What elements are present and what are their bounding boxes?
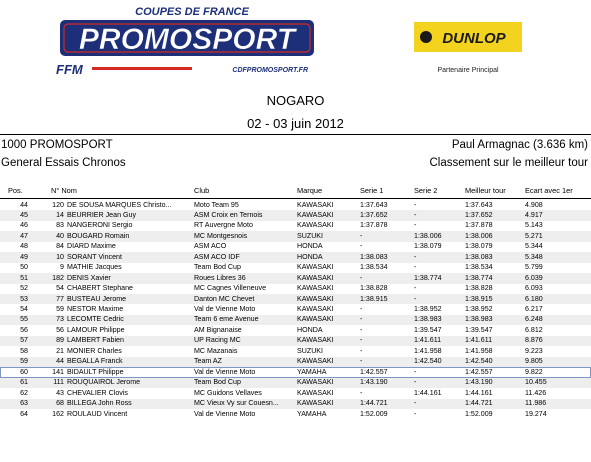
table-row <box>0 367 591 377</box>
cell-brand: KAWASAKI <box>297 294 334 303</box>
cell-club: MC Guidons Vellaves <box>194 388 262 397</box>
cell-name: LAMBERT Fabien <box>67 336 124 345</box>
cell-number: 73 <box>56 315 64 324</box>
cell-pos: 47 <box>20 231 28 240</box>
cell-serie-2: 1:38.006 <box>414 231 442 240</box>
cell-club: Danton MC Chevet <box>194 294 255 303</box>
cell-club: ASM Croix en Ternois <box>194 210 263 219</box>
cell-number: 21 <box>56 346 64 355</box>
dunlop-flying-d-icon <box>420 31 432 43</box>
category: 1000 PROMOSPORT <box>1 139 113 151</box>
cell-brand: KAWASAKI <box>297 273 334 282</box>
cell-serie-2: 1:38.774 <box>414 273 442 282</box>
cell-best-lap: 1:38.006 <box>465 231 493 240</box>
cell-brand: KAWASAKI <box>297 200 334 209</box>
cell-name: LECOMTE Cedric <box>67 315 124 324</box>
cell-gap: 11.426 <box>525 388 547 397</box>
cell-serie-2: 1:42.540 <box>414 357 442 366</box>
cell-serie-1: - <box>360 336 363 345</box>
cell-number: 59 <box>56 305 64 313</box>
cell-club: Team Bod Cup <box>194 378 241 387</box>
cell-gap: 8.876 <box>525 336 543 345</box>
cell-gap: 6.217 <box>525 305 543 313</box>
cell-serie-2: 1:38.079 <box>414 242 442 251</box>
cell-serie-2: 1:44.161 <box>414 388 442 397</box>
cell-name: BIDAULT Philippe <box>67 367 124 376</box>
cell-best-lap: 1:38.915 <box>465 294 493 303</box>
table-header <box>0 185 591 198</box>
cell-serie-2: - <box>414 378 417 387</box>
cell-best-lap: 1:44.161 <box>465 388 493 397</box>
cell-gap: 5.143 <box>525 221 543 230</box>
header-serie-2: Serie 2 <box>414 186 438 195</box>
cell-best-lap: 1:42.557 <box>465 367 493 376</box>
cell-serie-1: 1:38.083 <box>360 252 388 261</box>
cell-serie-2: 1:38.983 <box>414 315 442 324</box>
cell-name: DENIS Xavier <box>67 273 111 282</box>
cell-best-lap: 1:41.958 <box>465 346 493 355</box>
logo-main-text: PROMOSPORT <box>78 23 296 56</box>
header-serie-1: Serie 1 <box>360 186 384 195</box>
cell-brand: KAWASAKI <box>297 263 334 272</box>
cell-number: 111 <box>53 378 64 387</box>
cell-gap: 9.805 <box>525 357 543 366</box>
divider-top <box>0 134 591 135</box>
cell-serie-2: - <box>414 409 417 418</box>
cell-name: BOUGARD Romain <box>67 231 130 240</box>
cell-serie-2: - <box>414 284 417 293</box>
cell-name: MONIER Charles <box>67 346 122 355</box>
cell-number: 10 <box>56 252 64 261</box>
cell-brand: KAWASAKI <box>297 378 334 387</box>
header-best-lap: Meilleur tour <box>465 186 506 195</box>
table-row <box>0 231 591 241</box>
cell-brand: KAWASAKI <box>297 284 334 293</box>
cell-club: Moto Team 95 <box>194 200 239 209</box>
cell-name: BUSTEAU Jerome <box>67 294 127 303</box>
table-row <box>0 210 591 220</box>
cell-brand: YAMAHA <box>297 367 327 376</box>
table-row <box>0 273 591 283</box>
cell-serie-1: 1:37.652 <box>360 210 388 219</box>
cell-pos: 46 <box>20 221 28 230</box>
cell-number: 9 <box>60 263 64 272</box>
cell-number: 14 <box>56 210 64 219</box>
cell-serie-1: 1:38.915 <box>360 294 388 303</box>
cell-name: LAMOUR Philippe <box>67 325 125 334</box>
cell-name: BEURRIER Jean Guy <box>67 210 136 219</box>
cell-pos: 45 <box>20 210 28 219</box>
table-row <box>0 336 591 346</box>
cell-best-lap: 1:41.611 <box>465 336 493 345</box>
cell-number: 89 <box>56 336 64 345</box>
cell-number: 182 <box>52 273 64 282</box>
cell-gap: 9.822 <box>525 367 543 376</box>
cell-number: 162 <box>52 409 64 418</box>
logo-top-text: COUPES DE FRANCE <box>135 6 249 18</box>
table-row <box>0 294 591 304</box>
cell-name: NESTOR Maxime <box>67 305 124 313</box>
cell-best-lap: 1:38.534 <box>465 263 493 272</box>
cell-gap: 11.986 <box>525 399 547 408</box>
cell-club: Roues Libres 36 <box>194 273 246 282</box>
cell-brand: KAWASAKI <box>297 315 334 324</box>
cell-name: DE SOUSA MARQUES Christo... <box>67 200 172 209</box>
cell-serie-1: - <box>360 305 363 313</box>
cell-name: CHEVALIER Clovis <box>67 388 128 397</box>
cell-number: 68 <box>56 399 64 408</box>
circuit: Paul Armagnac (3.636 km) <box>451 139 588 151</box>
cell-serie-1: 1:37.643 <box>360 200 388 209</box>
table-row <box>0 388 591 398</box>
table-row <box>0 315 591 325</box>
cell-pos: 59 <box>20 357 28 366</box>
table-row <box>0 242 591 252</box>
header-club: Club <box>194 186 210 195</box>
cell-serie-2: 1:41.611 <box>414 336 442 345</box>
cell-club: MC Cagnes Villeneuve <box>194 284 267 293</box>
cell-gap: 5.348 <box>525 252 543 261</box>
cell-best-lap: 1:38.952 <box>465 305 493 313</box>
cell-number: 83 <box>56 221 64 230</box>
cell-serie-1: - <box>360 273 363 282</box>
table-row <box>0 357 591 367</box>
cell-club: Val de Vienne Moto <box>194 367 256 376</box>
event-venue: NOGARO <box>266 93 325 108</box>
cell-best-lap: 1:37.643 <box>465 200 493 209</box>
cell-serie-1: - <box>360 231 363 240</box>
cell-name: BILLEGA John Ross <box>67 399 132 408</box>
cell-gap: 5.271 <box>525 231 543 240</box>
table-row <box>0 399 591 409</box>
cell-serie-1: - <box>360 315 363 324</box>
cell-gap: 6.039 <box>525 273 543 282</box>
cell-serie-1: 1:38.534 <box>360 263 388 272</box>
cell-serie-2: 1:39.547 <box>414 325 442 334</box>
dunlop-logo <box>412 20 524 78</box>
cell-name: ROUQUAIROL Jerome <box>67 378 141 387</box>
cell-gap: 6.093 <box>525 284 543 293</box>
cell-serie-1: 1:44.721 <box>360 399 388 408</box>
cell-brand: HONDA <box>297 325 323 334</box>
cell-club: MC Montgesnois <box>194 231 248 240</box>
cell-brand: KAWASAKI <box>297 221 334 230</box>
cell-name: MATHIE Jacques <box>67 263 122 272</box>
cell-brand: HONDA <box>297 242 323 251</box>
ranking-mode: Classement sur le meilleur tour <box>429 157 588 169</box>
cell-club: ASM ACO <box>194 242 227 251</box>
header-gap: Ecart avec 1er <box>525 186 573 195</box>
cell-serie-1: - <box>360 325 363 334</box>
cell-number: 56 <box>56 325 64 334</box>
cell-gap: 6.248 <box>525 315 543 324</box>
cell-serie-2: - <box>414 367 417 376</box>
cell-pos: 51 <box>20 273 28 282</box>
cell-serie-2: - <box>414 200 417 209</box>
cell-brand: HONDA <box>297 252 323 261</box>
sponsor-caption: Partenaire Principal <box>437 67 499 74</box>
cell-club: UP Racing MC <box>194 336 241 345</box>
cell-name: NANGERONI Sergio <box>67 221 133 230</box>
header-num-name: N° Nom <box>51 186 77 195</box>
cell-brand: KAWASAKI <box>297 336 334 345</box>
table-row <box>0 263 591 273</box>
cell-serie-1: - <box>360 242 363 251</box>
sponsor-name: DUNLOP <box>442 30 506 47</box>
cell-best-lap: 1:52.009 <box>465 409 493 418</box>
divider-header <box>0 198 591 199</box>
cell-number: 44 <box>56 357 64 366</box>
table-row <box>0 325 591 335</box>
cell-best-lap: 1:37.652 <box>465 210 493 219</box>
table-row <box>0 284 591 294</box>
cell-pos: 50 <box>20 263 28 272</box>
cell-brand: SUZUKI <box>297 231 324 240</box>
cell-club: MC Mazanais <box>194 346 238 355</box>
cell-serie-1: - <box>360 357 363 366</box>
cell-serie-1: 1:37.878 <box>360 221 388 230</box>
cell-gap: 6.812 <box>525 325 543 334</box>
cell-serie-1: 1:52.009 <box>360 409 388 418</box>
cell-pos: 54 <box>20 305 28 313</box>
cell-best-lap: 1:39.547 <box>465 325 493 334</box>
cell-best-lap: 1:42.540 <box>465 357 493 366</box>
logo-ffm-text: FFM <box>56 62 83 77</box>
cell-number: 40 <box>56 231 64 240</box>
cell-pos: 58 <box>20 346 28 355</box>
cell-serie-2: 1:41.958 <box>414 346 442 355</box>
cell-number: 84 <box>56 242 64 251</box>
cell-gap: 6.180 <box>525 294 543 303</box>
cell-pos: 61 <box>20 378 28 387</box>
table-row <box>0 252 591 262</box>
cell-name: BEGALLA Franck <box>67 357 123 366</box>
cell-number: 141 <box>52 367 64 376</box>
logo-url-text: CDFPROMOSPORT.FR <box>232 67 308 74</box>
cell-brand: KAWASAKI <box>297 210 334 219</box>
cell-club: AM Bignanaise <box>194 325 242 334</box>
cell-name: SORANT Vincent <box>67 252 122 261</box>
cell-pos: 44 <box>20 200 28 209</box>
cell-gap: 4.908 <box>525 200 543 209</box>
cell-best-lap: 1:38.083 <box>465 252 493 261</box>
cell-serie-2: - <box>414 210 417 219</box>
cell-best-lap: 1:43.190 <box>465 378 493 387</box>
cell-club: Team AZ <box>194 357 222 366</box>
cell-club: MC Vieux Vy sur Couesn... <box>194 399 279 408</box>
cell-number: 43 <box>56 388 64 397</box>
table-row <box>0 378 591 388</box>
table-row <box>0 409 591 419</box>
cell-club: ASM ACO IDF <box>194 252 240 261</box>
cell-name: DIARD Maxime <box>67 242 116 251</box>
cell-number: 77 <box>56 294 64 303</box>
cell-number: 120 <box>52 200 64 209</box>
cell-name: ROULAUD Vincent <box>67 409 128 418</box>
cell-pos: 63 <box>20 399 28 408</box>
cell-best-lap: 1:38.079 <box>465 242 493 251</box>
table-row <box>0 200 591 210</box>
event-dates: 02 - 03 juin 2012 <box>247 116 344 131</box>
cell-club: Val de Vienne Moto <box>194 305 256 313</box>
cell-pos: 57 <box>20 336 28 345</box>
table-row <box>0 346 591 356</box>
cell-gap: 19.274 <box>525 409 547 418</box>
cell-serie-2: - <box>414 221 417 230</box>
cell-pos: 53 <box>20 294 28 303</box>
cell-serie-1: 1:38.828 <box>360 284 388 293</box>
header-brand: Marque <box>297 186 323 195</box>
cell-pos: 62 <box>20 388 28 397</box>
cell-club: Val de Vienne Moto <box>194 409 256 418</box>
cell-serie-1: 1:43.190 <box>360 378 388 387</box>
cell-gap: 5.799 <box>525 263 543 272</box>
cell-best-lap: 1:44.721 <box>465 399 493 408</box>
cell-serie-1: - <box>360 346 363 355</box>
table-row <box>0 305 591 315</box>
cell-serie-2: - <box>414 252 417 261</box>
cell-pos: 64 <box>20 409 28 418</box>
cell-serie-2: 1:38.952 <box>414 305 442 313</box>
cell-pos: 52 <box>20 284 28 293</box>
table-row <box>0 221 591 231</box>
promosport-logo <box>52 4 322 78</box>
cell-gap: 5.344 <box>525 242 543 251</box>
session-name: General Essais Chronos <box>1 157 126 169</box>
cell-pos: 55 <box>20 315 28 324</box>
cell-serie-2: - <box>414 399 417 408</box>
cell-best-lap: 1:37.878 <box>465 221 493 230</box>
cell-serie-2: - <box>414 263 417 272</box>
cell-pos: 60 <box>20 367 28 376</box>
cell-serie-2: - <box>414 294 417 303</box>
header-pos: Pos. <box>8 186 23 195</box>
cell-brand: KAWASAKI <box>297 388 334 397</box>
cell-club: Team 6 eme Avenue <box>194 315 259 324</box>
cell-best-lap: 1:38.774 <box>465 273 493 282</box>
cell-gap: 10.455 <box>525 378 547 387</box>
cell-number: 54 <box>56 284 64 293</box>
cell-brand: YAMAHA <box>297 409 327 418</box>
cell-brand: SUZUKI <box>297 346 324 355</box>
cell-serie-1: 1:42.557 <box>360 367 388 376</box>
cell-best-lap: 1:38.983 <box>465 315 493 324</box>
cell-club: Team Bod Cup <box>194 263 241 272</box>
cell-serie-1: - <box>360 388 363 397</box>
cell-club: RT Auvergne Moto <box>194 221 253 230</box>
cell-gap: 4.917 <box>525 210 543 219</box>
cell-pos: 56 <box>20 325 28 334</box>
cell-pos: 48 <box>20 242 28 251</box>
cell-best-lap: 1:38.828 <box>465 284 493 293</box>
cell-brand: KAWASAKI <box>297 357 334 366</box>
cell-pos: 49 <box>20 252 28 261</box>
cell-brand: KAWASAKI <box>297 305 334 313</box>
cell-brand: KAWASAKI <box>297 399 334 408</box>
cell-name: CHABERT Stephane <box>67 284 133 293</box>
cell-gap: 9.223 <box>525 346 543 355</box>
